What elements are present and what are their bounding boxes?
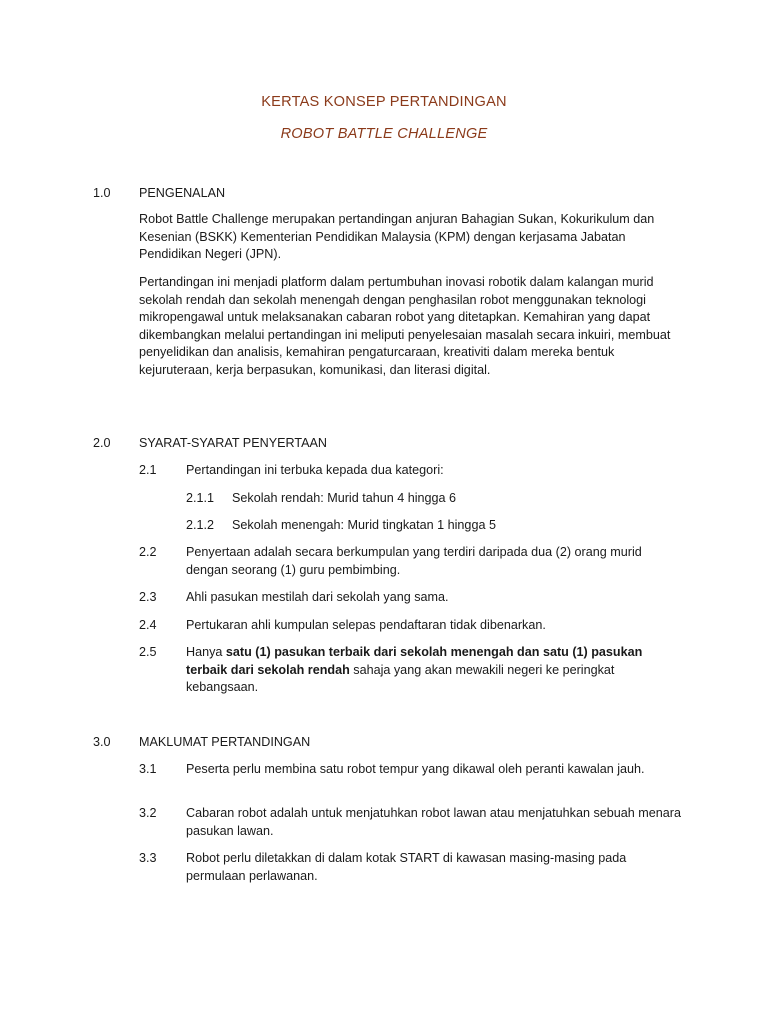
- item-number: 2.1.2: [186, 518, 215, 532]
- item-text: Pertukaran ahli kumpulan selepas pendaftaran tidak dibenarkan.: [186, 618, 546, 632]
- item-number: 3.1: [139, 762, 157, 776]
- section-number: 1.0: [93, 186, 111, 200]
- item-text: [186, 644, 684, 697]
- item-text: Sekolah menengah: Murid tingkatan 1 hingga 5: [232, 518, 496, 532]
- item-number: 2.2: [139, 545, 157, 559]
- item-text-emphasis: satu (1) pasukan terbaik dari sekolah menengah dan satu (1) pasukan terbaik dari sekolah rendah: [186, 645, 643, 677]
- document-title: KERTAS KONSEP PERTANDINGAN: [261, 94, 507, 110]
- item-number: 2.1.1: [186, 491, 215, 505]
- item-text: Sekolah rendah: Murid tahun 4 hingga 6: [232, 491, 457, 505]
- item-number: 2.1: [139, 463, 157, 477]
- item-number: 2.5: [139, 645, 157, 659]
- section-title: MAKLUMAT PERTANDINGAN: [139, 735, 311, 749]
- item-text: Robot perlu diletakkan di dalam kotak START di kawasan masing-masing pada permulaan perlawanan.: [186, 851, 627, 883]
- item-text: Ahli pasukan mestilah dari sekolah yang sama.: [186, 590, 449, 604]
- item-number: 2.3: [139, 590, 157, 604]
- item-text-tail: sahaja yang akan mewakili negeri ke peringkat kebangsaan.: [186, 662, 615, 694]
- item-number: 3.3: [139, 851, 157, 865]
- item-number: 2.4: [139, 618, 157, 632]
- document-subtitle: ROBOT BATTLE CHALLENGE: [280, 126, 488, 142]
- item-text: Penyertaan adalah secara berkumpulan yang terdiri daripada dua (2) orang murid dengan seorang (1) guru pembimbing.: [186, 545, 642, 577]
- section-title: PENGENALAN: [139, 186, 226, 200]
- section-title: SYARAT-SYARAT PENYERTAAN: [139, 436, 328, 450]
- item-text: Peserta perlu membina satu robot tempur yang dikawal oleh peranti kawalan jauh.: [186, 762, 645, 776]
- item-number: 3.2: [139, 806, 157, 820]
- item-text: Cabaran robot adalah untuk menjatuhkan robot lawan atau menjatuhkan sebuah menara pasukan lawan.: [186, 806, 681, 838]
- item-text: Pertandingan ini terbuka kepada dua kategori:: [186, 463, 444, 477]
- section-number: 2.0: [93, 436, 111, 450]
- paragraph-introduction-1: Robot Battle Challenge merupakan pertandingan anjuran Bahagian Sukan, Kokurikulum dan Kesenian (BSKK) Kementerian Pendidikan Malaysia (KPM) dengan kerjasama Jabatan Pendidikan Negeri (JPN).: [139, 212, 655, 261]
- section-number: 3.0: [93, 735, 111, 749]
- paragraph-introduction-2: Pertandingan ini menjadi platform dalam pertumbuhan inovasi robotik dalam kalangan murid sekolah rendah dan sekolah menengah dengan penghasilan robot menggunakan teknologi mikropengawal untuk melaksanakan cabaran robot yang ditetapkan. Kemahiran yang dapat dikembangkan melalui pertandingan ini meliputi penyelesaian masalah secara inkuiri, membuat penyelidikan dan analisis, kemahiran pengaturcaraan, kreativiti dalam mereka bentuk kejuruteraan, kerja berpasukan, komunikasi, dan literasi digital.: [139, 275, 671, 377]
- item-text-lead: Hanya: [186, 645, 226, 659]
